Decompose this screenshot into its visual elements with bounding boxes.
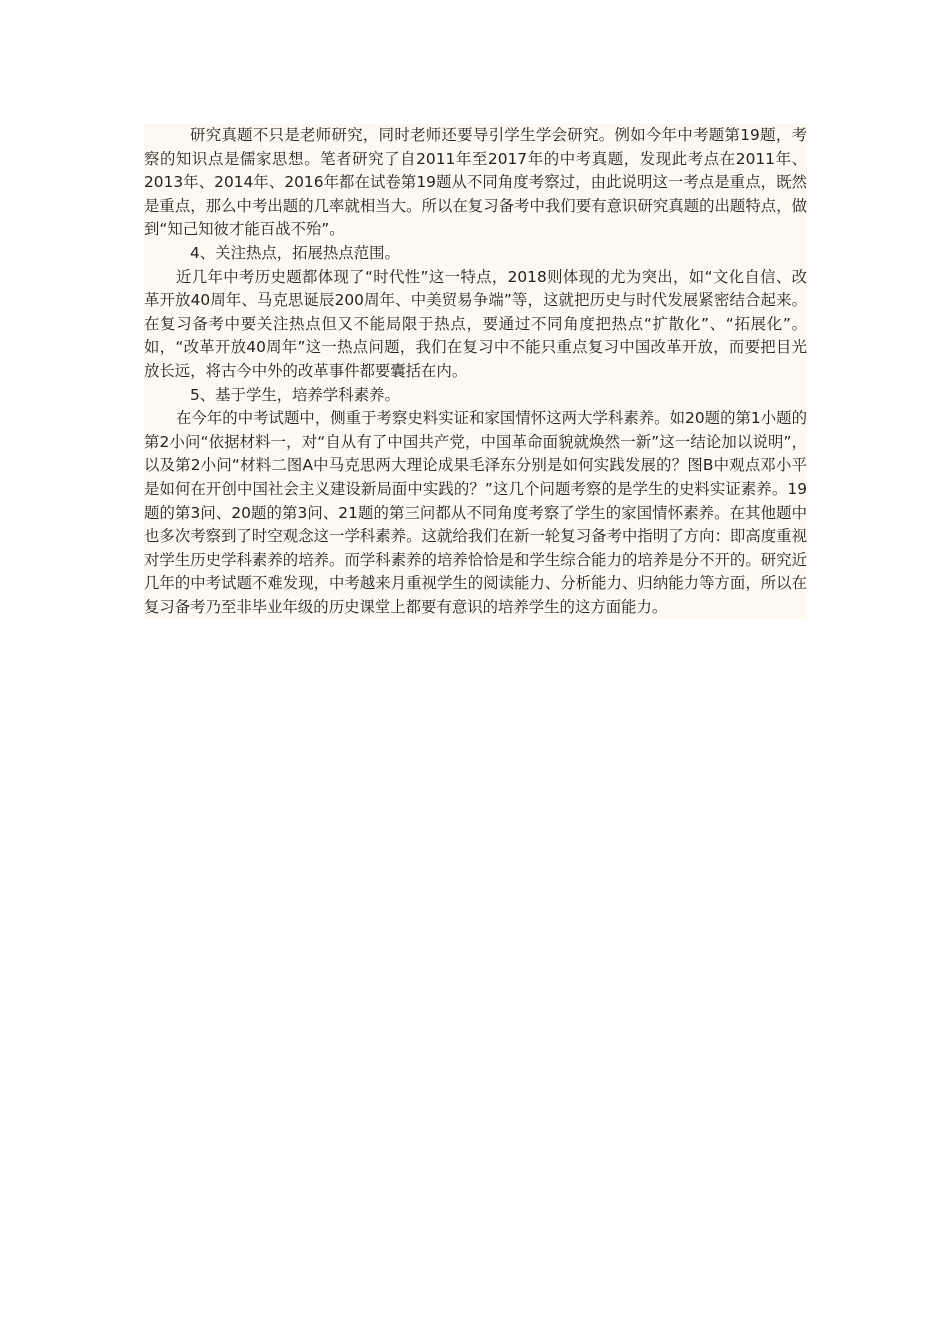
heading-student-literacy: 5、基于学生，培养学科素养。 [190,385,400,404]
paragraph-hotspots: 近几年中考历史题都体现了“时代性”这一特点，2018则体现的尤为突出，如“文化自信、改革开放40周年、马克思诞辰200周年、中美贸易争端”等，这就把历史与时代发展紧密结合起来。在复习备考中要关注热点但又不能局限于热点，要通过不同角度把热点“扩散化”、“拓展化”。如，“改革开放40周年”这一热点问题，我们在复习中不能只重点复习中国改革开放，而要把目光放长远，将古今中外的改革事件都要囊括在内。 [144,267,807,380]
document-body [144,124,807,619]
paragraph-literacy: 在今年的中考试题中，侧重于考察史料实证和家国情怀这两大学科素养。如20题的第1小题的第2小问“依据材料一，对“自从有了中国共产党，中国革命面貌就焕然一新”这一结论加以说明”，以及第2小问“材料二图A中马克思两大理论成果毛泽东分别是如何实践发展的？图B中观点邓小平是如何在开创中国社会主义建设新局面中实践的？”这几个问题考察的是学生的史料实证素养。19题的第3问、20题的第3问、21题的第三问都从不同角度考察了学生的家国情怀素养。在其他题中也多次考察到了时空观念这一学科素养。这就给我们在新一轮复习备考中指明了方向：即高度重视对学生历史学科素养的培养。而学科素养的培养恰恰是和学生综合能力的培养是分不开的。研究近几年的中考试题不难发现，中考越来月重视学生的阅读能力、分析能力、归纳能力等方面，所以在复习备考乃至非毕业年级的历史课堂上都要有意识的培养学生的这方面能力。 [144,409,807,616]
heading-focus-hotspots: 4、关注热点，拓展热点范围。 [190,243,400,262]
paragraph-study-past-exams: 研究真题不只是老师研究，同时老师还要导引学生学会研究。例如今年中考题第19题，考察的知识点是儒家思想。笔者研究了自2011年至2017年的中考真题，发现此考点在2011年、2013年、2014年、2016年都在试卷第19题从不同角度考察过，由此说明这一考点是重点，既然是重点，那么中考出题的几率就相当大。所以在复习备考中我们要有意识研究真题的出题特点，做到“知己知彼才能百战不殆”。 [144,126,807,239]
